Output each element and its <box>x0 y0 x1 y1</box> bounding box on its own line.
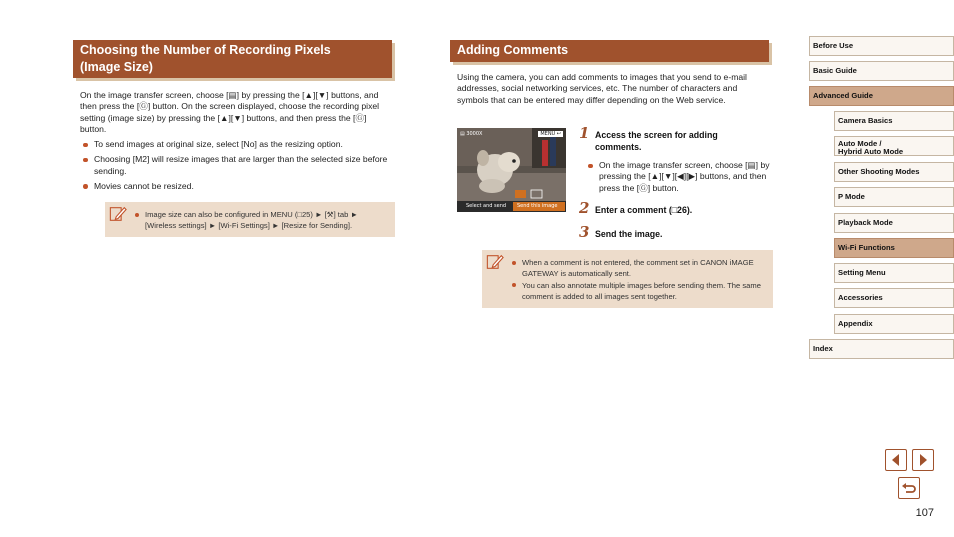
camera-send-this-image: Send this image <box>517 203 558 209</box>
step-number: 1 <box>579 124 590 142</box>
adding-comments-intro: Using the camera, you can add comments to images that you send to e-mail addresses, social networking services, etc. The number of characters and symbols that can be entered may differ depending on the Web service. <box>457 72 747 105</box>
step-bullets <box>585 160 771 198</box>
camera-menu-indicator: MENU ↩ <box>540 131 561 137</box>
image-size-intro: On the image transfer screen, choose [▤] by pressing the [▲][▼] buttons, and then press the [Ⓖ] button. On the screen displayed, choose the recording pixel setting (image size) by pressing the [▲][▼] buttons, and then press the [Ⓖ] button. <box>80 90 380 134</box>
camera-size-indicator: ▤ 3000X <box>460 131 483 137</box>
next-page-button[interactable] <box>912 449 934 471</box>
image-size-note <box>105 202 395 237</box>
step-title: Send the image. <box>595 229 663 239</box>
return-arrow-icon <box>899 478 919 498</box>
section-header-line2: (Image Size) <box>80 60 153 74</box>
section-header-adding-comments: Adding Comments <box>450 40 769 62</box>
nav-p-mode[interactable]: P Mode <box>834 187 954 207</box>
list-item: Movies cannot be resized. <box>80 181 395 192</box>
list-item: On the image transfer screen, choose [▤] by pressing the [▲][▼][◀][▶] buttons, and then press the [Ⓖ] button. <box>585 160 771 194</box>
nav-accessories[interactable]: Accessories <box>834 288 954 308</box>
bullet-icon <box>588 164 593 169</box>
nav-basic-guide[interactable]: Basic Guide <box>809 61 954 81</box>
camera-screen-image <box>457 128 566 212</box>
section-header-line1: Choosing the Number of Recording Pixels <box>80 43 331 57</box>
section-header-image-size <box>73 40 392 78</box>
nav-setting-menu[interactable]: Setting Menu <box>834 263 954 283</box>
pencil-icon <box>486 253 504 271</box>
bullet-icon <box>512 283 516 287</box>
previous-page-button[interactable] <box>885 449 907 471</box>
nav-before-use[interactable]: Before Use <box>809 36 954 56</box>
page-number: 107 <box>915 507 934 519</box>
nav-index[interactable]: Index <box>809 339 954 359</box>
nav-wifi-functions[interactable]: Wi-Fi Functions <box>834 238 954 258</box>
pencil-icon <box>109 205 127 223</box>
arrow-right-icon <box>913 450 933 470</box>
image-size-bullets <box>80 139 395 196</box>
bullet-icon <box>135 213 139 217</box>
nav-auto-mode-line2: Hybrid Auto Mode <box>838 147 904 157</box>
step-title: Access the screen for adding comments. <box>595 130 718 152</box>
note-item: Image size can also be configured in MENU (□25) ► [⚒] tab ► [Wireless settings] ► [Wi-Fi Settings] ► [Resize for Sending]. <box>133 209 388 232</box>
list-item: To send images at original size, select [No] as the resizing option. <box>80 139 395 150</box>
bullet-icon <box>83 184 88 189</box>
nav-appendix[interactable]: Appendix <box>834 314 954 334</box>
list-item: Choosing [M2] will resize images that are larger than the selected size before sending. <box>80 154 395 177</box>
adding-comments-note <box>482 250 773 308</box>
step-number: 2 <box>579 199 590 217</box>
nav-auto-mode-line1: Auto Mode / <box>838 139 882 148</box>
bullet-icon <box>83 158 88 163</box>
bullet-icon <box>83 143 88 148</box>
dog-photo <box>457 128 566 212</box>
bullet-icon <box>512 261 516 265</box>
nav-other-shooting-modes[interactable]: Other Shooting Modes <box>834 162 954 182</box>
nav-auto-mode[interactable] <box>834 136 954 156</box>
nav-playback-mode[interactable]: Playback Mode <box>834 213 954 233</box>
note-item: When a comment is not entered, the comment set in CANON iMAGE GATEWAY is automatically sent. <box>510 257 768 280</box>
step-number: 3 <box>579 223 590 241</box>
camera-select-and-send: Select and send <box>466 203 507 209</box>
return-button[interactable] <box>898 477 920 499</box>
step-title: Enter a comment (□26). <box>595 205 693 215</box>
nav-advanced-guide[interactable]: Advanced Guide <box>809 86 954 106</box>
nav-camera-basics[interactable]: Camera Basics <box>834 111 954 131</box>
note-item: You can also annotate multiple images before sending them. The same comment is added to all images sent together. <box>510 280 768 303</box>
arrow-left-icon <box>886 450 906 470</box>
